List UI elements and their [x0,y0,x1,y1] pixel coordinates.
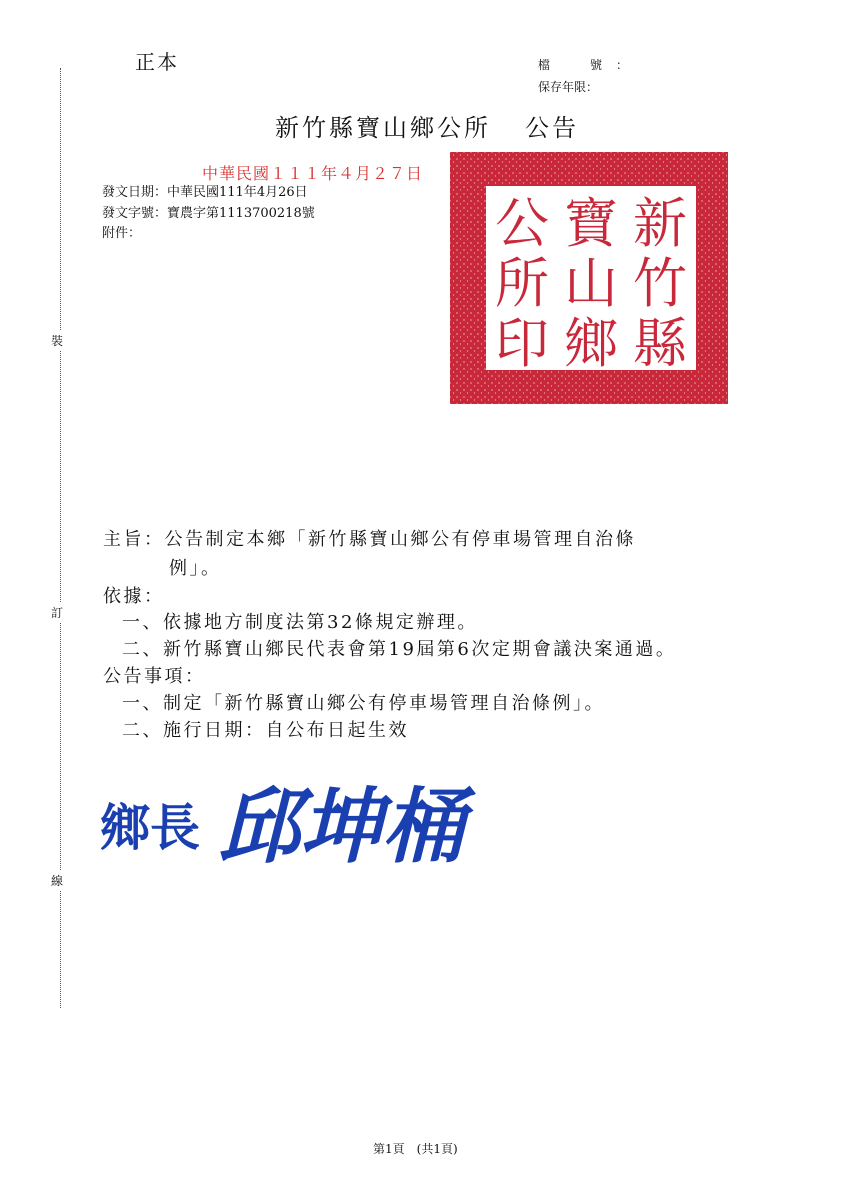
notice-heading: 公告事項： [103,666,206,687]
mayor-signature-stamp [100,775,510,885]
seal-character: 縣 [633,312,687,375]
binding-mark-ding: 訂 [51,602,63,623]
page-footer: 第1頁 (共1頁) [373,1142,458,1156]
seal-characters [495,192,688,375]
subject-line-1: 主旨：公告制定本鄉「新竹縣寶山鄉公有停車場管理自治條 [103,529,636,550]
issuing-organization: 新竹縣寶山鄉公所 [275,114,491,142]
subject-line-2: 例」。 [169,558,222,579]
seal-character: 印 [495,312,549,375]
attachment-label: 附件： [102,226,142,241]
document-number: 發文字號：寶農字第1113700218號 [102,206,315,221]
seal-character: 所 [495,252,549,315]
document-type: 公告 [525,114,579,142]
document-title [275,108,579,143]
basis-item-1: 一、依據地方制度法第32條規定辦理。 [122,612,478,633]
signature-title: 鄉長 [100,799,200,857]
file-number-label: 檔 號： [538,58,643,72]
seal-character: 鄉 [564,312,618,375]
copy-mark: 正本 [135,50,179,74]
received-date-stamp: 中華民國１１１年４月２７日 [202,164,424,183]
retention-period-label: 保存年限： [538,80,599,94]
signature-name: 邱坤桶 [218,780,464,875]
binding-margin-line [60,68,61,1008]
binding-mark-xian: 線 [51,870,63,891]
seal-character: 竹 [633,252,687,315]
notice-item-1: 一、制定「新竹縣寶山鄉公有停車場管理自治條例」。 [122,693,605,714]
seal-character: 公 [495,192,549,255]
basis-item-2: 二、新竹縣寶山鄉民代表會第19屆第6次定期會議決案通過。 [122,639,677,660]
official-seal [448,150,730,406]
binding-mark-zhuang: 裝 [51,330,63,351]
seal-character: 新 [633,192,687,255]
seal-character: 山 [564,252,618,315]
seal-character: 寶 [564,192,618,255]
basis-heading: 依據： [103,586,165,607]
issue-date: 發文日期：中華民國111年4月26日 [102,185,308,200]
notice-item-2: 二、施行日期：自公布日起生效 [122,720,409,741]
